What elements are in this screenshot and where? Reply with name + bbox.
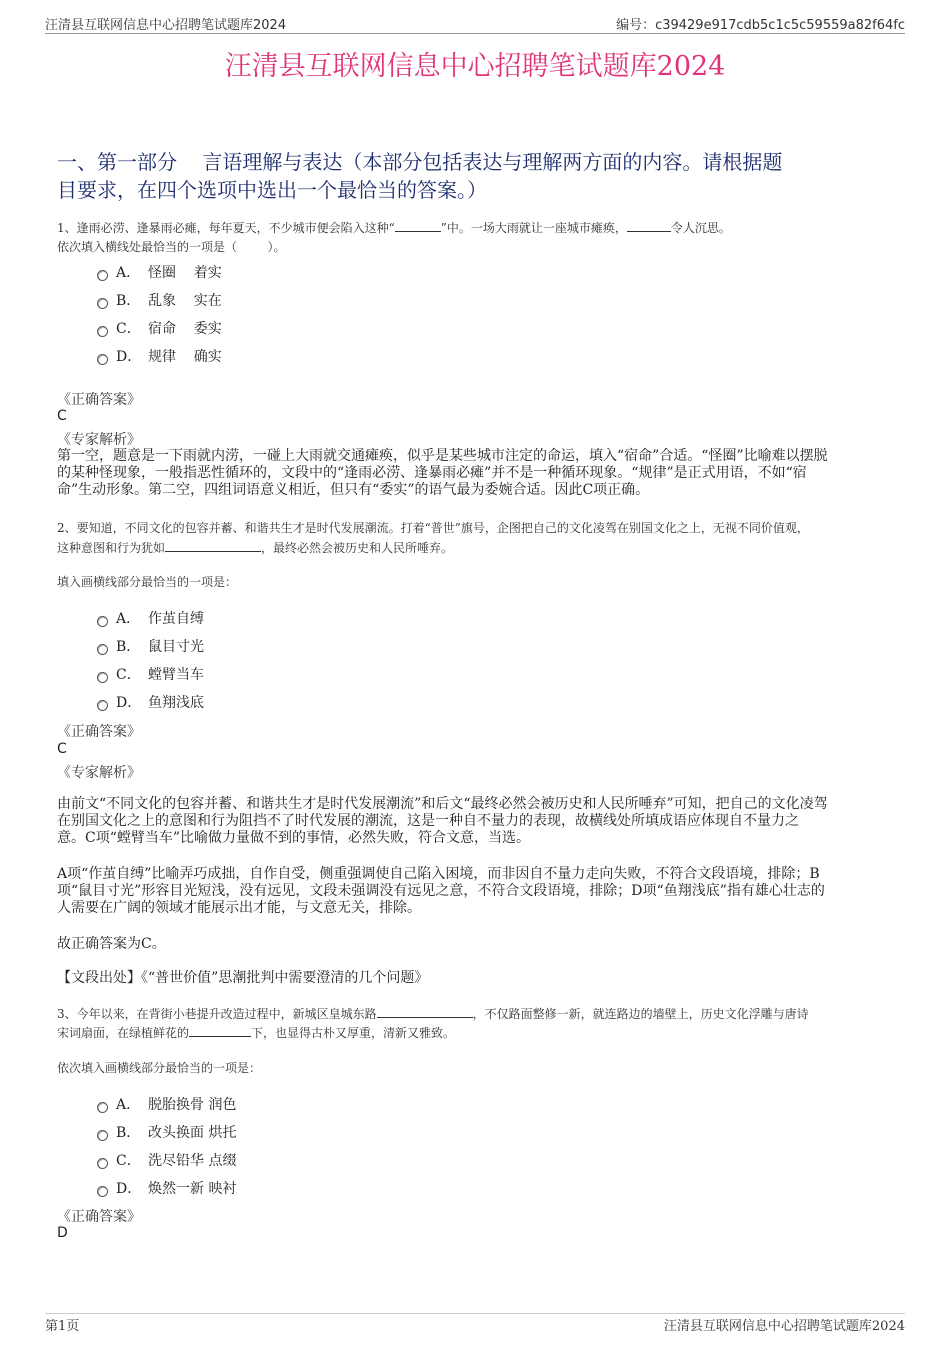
q1-answer: C	[57, 408, 67, 424]
q2-analysis-paragraph-1: 由前文“不同文化的包容并蓄、和谐共生才是时代发展潮流”和后文“最终必然会被历史和人民所唾弃”可知，把自己的文化凌驾 在别国文化之上的意图和行为阻挡不了时代发展的潮流，这是一种自不量力的表现，故横线处所填成语应体现自不量力之 意。C项“螳臂当车”比喻做力量做不到的事情，必然失败，符合文意，当选。	[57, 796, 828, 846]
q1-answer-label: 《正确答案》	[57, 392, 141, 408]
q3-blank-2	[189, 1024, 251, 1037]
q2-option-a[interactable]: A． 作茧自缚	[97, 608, 204, 630]
q2-answer-label: 《正确答案》	[57, 724, 141, 740]
q3-answer: D	[57, 1225, 68, 1241]
q1-text-c: 令人沉思。	[670, 221, 731, 235]
radio-icon[interactable]	[97, 616, 108, 627]
q2-option-b[interactable]: B． 鼠目寸光	[97, 636, 204, 658]
question-1-stem	[57, 219, 731, 238]
q2-blank	[165, 539, 261, 552]
q1-option-d[interactable]: D． 规律 确实	[97, 346, 222, 368]
q2-answer: C	[57, 741, 67, 757]
question-1-prompt: 依次填入横线处最恰当的一项是（ ）。	[57, 240, 286, 254]
radio-icon[interactable]	[97, 672, 108, 683]
question-3-prompt: 依次填入画横线部分最恰当的一项是：	[57, 1061, 262, 1075]
radio-icon[interactable]	[97, 1186, 108, 1197]
q1-blank-1	[395, 219, 441, 232]
q2-analysis-paragraph-2: A项“作茧自缚”比喻弄巧成拙，自作自受，侧重强调使自己陷入困境，而非因自不量力走向失败，不符合文段语境，排除；B 项“鼠目寸光”形容目光短浅，没有远见，文段未强调没有远见之意，不符合文段语境，排除；D项“鱼翔浅底”指有雄心壮志的 人需要在广阔的领域才能展示出才能，与文意无关，排除。	[57, 866, 825, 916]
q1-option-c[interactable]: C． 宿命 委实	[97, 318, 222, 340]
q2-analysis-label: 《专家解析》	[57, 765, 141, 781]
q2-option-c[interactable]: C． 螳臂当车	[97, 664, 204, 686]
q1-text-a: 1、逢雨必涝、逢暴雨必瘫，每年夏天，不少城市便会陷入这种“	[57, 221, 395, 235]
question-3-stem-2: 宋词扇面，在绿植鲜花的 下，也显得古朴又厚重，清新又雅致。	[57, 1026, 456, 1040]
q3-blank-1	[377, 1005, 473, 1018]
radio-icon[interactable]	[97, 1158, 108, 1169]
header-divider	[45, 33, 905, 34]
footer-divider	[45, 1313, 905, 1314]
q2-source: 【文段出处】《“普世价值”思潮批判中需要澄清的几个问题》	[57, 970, 429, 986]
q3-option-c[interactable]: C． 洗尽铅华 点缀	[97, 1150, 236, 1172]
q1-option-b[interactable]: B． 乱象 实在	[97, 290, 222, 312]
question-2-stem-2: 这种意图和行为犹如 ，最终必然会被历史和人民所唾弃。	[57, 541, 454, 555]
footer-page-number: 第1页	[45, 1319, 80, 1334]
q1-analysis: 第一空，题意是一下雨就内涝，一碰上大雨就交通瘫痪，似乎是某些城市注定的命运，填入“宿命”合适。“怪圈”比喻难以摆脱 的某种怪现象，一般指恶性循环的，文段中的“逢雨必涝、逢暴雨必瘫”并不是一种循环现象。“规律”是正式用语，不如“宿 命”生动形象。第二空，四组词语意义相近，但只有“委实”的语气最为委婉合适。因此C项正确。	[57, 448, 828, 498]
q1-blank-2	[627, 219, 671, 232]
radio-icon[interactable]	[97, 1130, 108, 1141]
q3-option-b[interactable]: B． 改头换面 烘托	[97, 1122, 236, 1144]
radio-icon[interactable]	[97, 298, 108, 309]
section-heading-line1: 一、第一部分 言语理解与表达（本部分包括表达与理解两方面的内容。请根据题	[57, 150, 783, 174]
section-heading-line2: 目要求，在四个选项中选出一个最恰当的答案。）	[57, 178, 487, 202]
radio-icon[interactable]	[97, 1102, 108, 1113]
radio-icon[interactable]	[97, 644, 108, 655]
q1-option-a[interactable]: A． 怪圈 着实	[97, 262, 222, 284]
q1-text-b: ”中。一场大雨就让一座城市瘫痪，	[440, 221, 627, 235]
header-left: 汪清县互联网信息中心招聘笔试题库2024	[45, 18, 287, 33]
q3-option-d[interactable]: D． 焕然一新 映衬	[97, 1178, 236, 1200]
question-2-prompt: 填入画横线部分最恰当的一项是：	[57, 575, 238, 589]
radio-icon[interactable]	[97, 326, 108, 337]
radio-icon[interactable]	[97, 354, 108, 365]
question-3-stem: 3、今年以来，在背街小巷提升改造过程中，新城区皇城东路 ，不仅路面整修一新，就连路边的墙壁上，历史文化浮雕与唐诗	[57, 1007, 809, 1021]
footer-title: 汪清县互联网信息中心招聘笔试题库2024	[663, 1319, 905, 1334]
q1-analysis-label: 《专家解析》	[57, 432, 141, 448]
q2-conclusion: 故正确答案为C。	[57, 936, 166, 952]
section-heading	[57, 148, 902, 204]
q2-option-d[interactable]: D． 鱼翔浅底	[97, 692, 204, 714]
question-2-stem: 2、要知道，不同文化的包容并蓄、和谐共生才是时代发展潮流。打着“普世”旗号，企图把自己的文化凌驾在别国文化之上，无视不同价值观，	[57, 521, 809, 535]
radio-icon[interactable]	[97, 700, 108, 711]
q3-option-a[interactable]: A． 脱胎换骨 润色	[97, 1094, 236, 1116]
header-right: 编号：c39429e917cdb5c1c5c59559a82f64fc	[616, 18, 905, 33]
q3-answer-label: 《正确答案》	[57, 1209, 141, 1225]
radio-icon[interactable]	[97, 270, 108, 281]
page-title: 汪清县互联网信息中心招聘笔试题库2024	[224, 51, 726, 82]
